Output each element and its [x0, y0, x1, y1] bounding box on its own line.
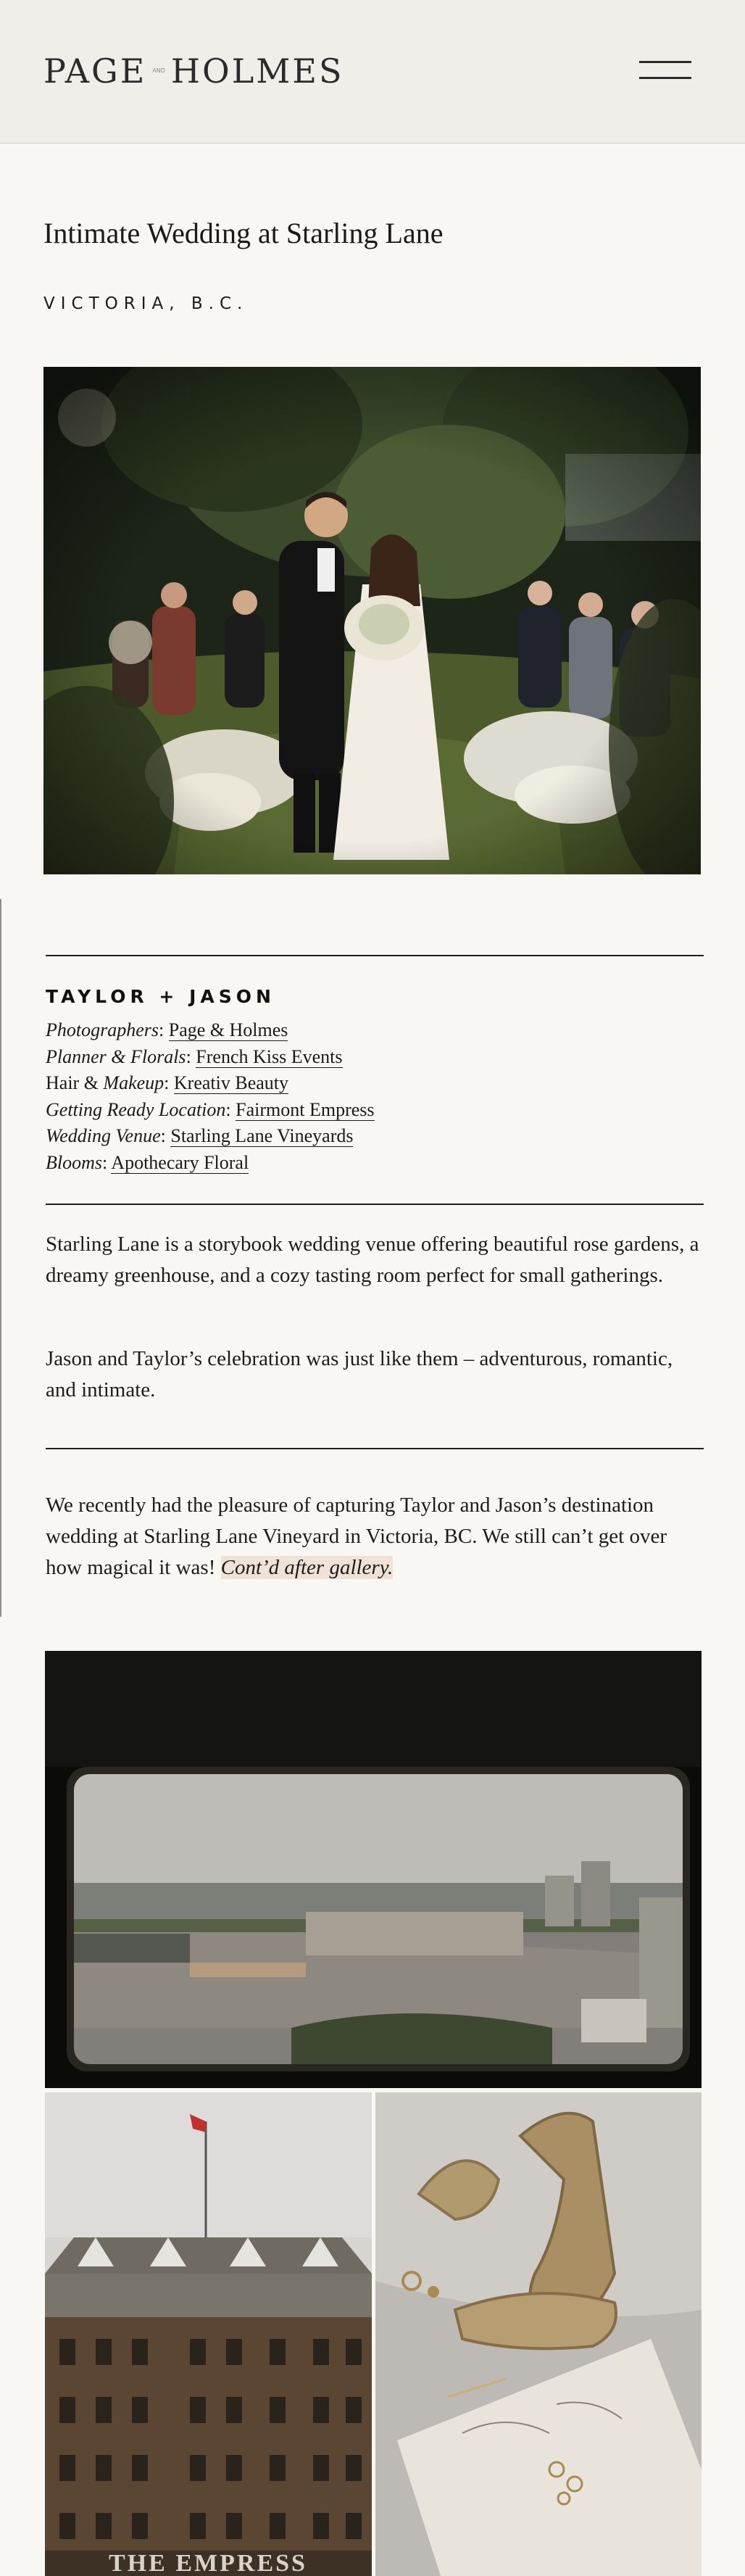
logo-and: [152, 68, 165, 74]
logo-word-page: PAGE: [43, 51, 147, 91]
gallery-photo-shoes-invitation[interactable]: [375, 2092, 702, 2576]
vendor-link-photographers[interactable]: Page & Holmes: [168, 1019, 288, 1040]
credit-item: Hair & Makeup: Kreativ Beauty: [46, 1072, 289, 1093]
credit-label: Blooms: [46, 1151, 102, 1173]
credit-label: Getting Ready Location: [46, 1098, 226, 1120]
credit-label: Photographers: [46, 1019, 159, 1040]
post-location: VICTORIA, B.C.: [43, 294, 249, 313]
vendor-link-getting-ready[interactable]: Fairmont Empress: [236, 1098, 375, 1120]
credit-label: Wedding Venue: [46, 1125, 161, 1146]
divider-top: [46, 955, 704, 956]
credit-item: Blooms: Apothecary Floral: [46, 1151, 249, 1173]
logo-word-holmes: HOLMES: [170, 51, 344, 91]
vendor-link-venue[interactable]: Starling Lane Vineyards: [170, 1125, 354, 1146]
logo-and-text: AND: [152, 67, 165, 74]
site-header: [0, 0, 745, 144]
credit-item: Planner & Florals: French Kiss Events: [46, 1045, 343, 1067]
story-paragraph: [46, 1490, 705, 1583]
page-title: Intimate Wedding at Starling Lane: [43, 217, 444, 249]
gallery-photo-empress-hotel[interactable]: [45, 2092, 372, 2576]
credit-item: Getting Ready Location: Fairmont Empress: [46, 1098, 375, 1120]
hamburger-icon[interactable]: [639, 61, 691, 81]
couple-names: TAYLOR + JASON: [46, 986, 275, 1007]
credit-item: Wedding Venue: Starling Lane Vineyards: [46, 1125, 354, 1146]
vendor-link-blooms[interactable]: Apothecary Floral: [111, 1151, 249, 1173]
divider-middle: [46, 1204, 704, 1205]
edge-mark: [0, 899, 1, 1617]
intro-paragraph-2: Jason and Taylor’s celebration was just like them – adventurous, romantic, and intimate.: [46, 1347, 673, 1401]
vendor-credits: [46, 1017, 375, 1176]
credit-label: Planner & Florals: [46, 1045, 186, 1067]
credit-label: Makeup: [103, 1072, 165, 1093]
site-logo[interactable]: [43, 51, 344, 91]
continued-note: Cont’d after gallery.: [220, 1556, 394, 1579]
vendor-link-planner[interactable]: French Kiss Events: [196, 1045, 343, 1067]
gallery-photo-harbor-view[interactable]: [45, 1651, 702, 2088]
story-text: We recently had the pleasure of capturing Taylor and Jason’s destination wedding at Starling Lane Vineyard in Victoria, BC. We still can’t get over how magical it was!: [46, 1494, 667, 1579]
hero-photo-ceremony: [43, 367, 701, 874]
divider-bottom: [46, 1448, 704, 1449]
vendor-link-makeup[interactable]: Kreativ Beauty: [173, 1072, 289, 1093]
intro-paragraph-1: Starling Lane is a storybook wedding venue offering beautiful rose gardens, a dreamy greenhouse, and a cozy tasting room perfect for small gatherings.: [46, 1233, 699, 1287]
hotel-sign-text: THE EMPRESS: [109, 2550, 307, 2576]
credit-item: Photographers: Page & Holmes: [46, 1019, 288, 1040]
credit-label-plain: Hair &: [46, 1072, 104, 1093]
